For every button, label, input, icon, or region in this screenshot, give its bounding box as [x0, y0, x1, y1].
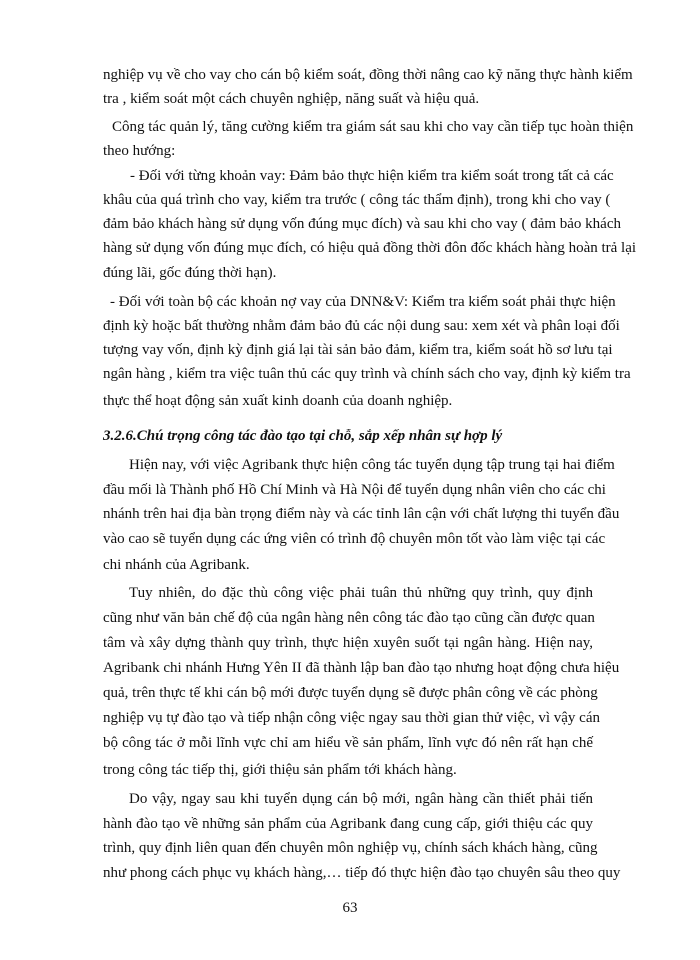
text-line: đảm bảo khách hàng sử dụng vốn đúng mục đích) và sau khi cho vay ( đảm bảo khách [103, 216, 621, 232]
text-line: khâu của quá trình cho vay, kiểm tra trước ( công tác thẩm định), trong khi cho vay ( [103, 192, 611, 208]
section-heading: 3.2.6.Chú trọng công tác đào tạo tại chỗ, sắp xếp nhân sự hợp lý [103, 428, 503, 444]
text-line: cũng như văn bản chế độ của ngân hàng nên công tác đào tạo cũng cần được quan [103, 610, 595, 626]
text-line: nhánh trên hai địa bàn trọng điểm này và các tỉnh lân cận với chất lượng thi tuyển đầu [103, 506, 620, 522]
text-line: thực thể hoạt động sản xuất kinh doanh của doanh nghiệp. [103, 393, 453, 409]
text-line: nghiệp vụ tự đào tạo và tiếp nhận công việc ngay sau thời gian thử việc, vì vậy cán [103, 710, 600, 726]
text-line: chi nhánh của Agribank. [103, 557, 250, 573]
text-line: trong công tác tiếp thị, giới thiệu sản phẩm tới khách hàng. [103, 762, 457, 778]
text-line: ngân hàng , kiểm tra việc tuân thủ các quy trình và chính sách cho vay, định kỳ kiểm tra [103, 366, 631, 382]
text-line: vào cao sẽ tuyển dụng các ứng viên có trình độ chuyên môn tốt vào làm việc tại các [103, 531, 606, 547]
text-line: Agribank chi nhánh Hưng Yên II đã thành lập ban đào tạo nhưng hoạt động chưa hiệu [103, 660, 620, 676]
text-line: đúng lãi, gốc đúng thời hạn). [103, 265, 277, 281]
text-line: tra , kiểm soát một cách chuyên nghiệp, năng suất và hiệu quả. [103, 91, 480, 107]
text-line: hành đào tạo về những sản phẩm của Agribank đang cung cấp, giới thiệu các quy [103, 816, 593, 832]
text-line: định kỳ hoặc bất thường nhằm đảm bảo đủ các nội dung sau: xem xét và phân loại đối [103, 318, 620, 334]
text-line: Hiện nay, với việc Agribank thực hiện công tác tuyển dụng tập trung tại hai điểm [129, 457, 615, 473]
text-line: đầu mối là Thành phố Hồ Chí Minh và Hà Nội để tuyển dụng nhân viên cho các chi [103, 482, 606, 498]
text-line: quả, trên thực tế khi cán bộ mới được tuyển dụng sẽ được phân công về các phòng [103, 685, 598, 701]
text-line: tượng vay vốn, định kỳ định giá lại tài sản bảo đảm, kiểm tra, kiểm soát hồ sơ lưu tại [103, 342, 613, 358]
text-line: Công tác quản lý, tăng cường kiểm tra giám sát sau khi cho vay cần tiếp tục hoàn thiện [112, 119, 634, 135]
text-line: tâm và xây dựng thành quy trình, thực hiện xuyên suốt tại ngân hàng. Hiện nay, [103, 635, 593, 651]
text-line: trình, quy định liên quan đến chuyên môn nghiệp vụ, chính sách khách hàng, cũng [103, 840, 598, 856]
page-number: 63 [342, 900, 358, 916]
text-line: hàng sử dụng vốn đúng mục đích, có hiệu quả đồng thời đôn đốc khách hàng hoàn trả lại [103, 240, 637, 256]
text-line: theo hướng: [103, 143, 176, 159]
text-line: bộ công tác ở mỗi lĩnh vực chỉ am hiểu về sản phẩm, lĩnh vực đó nên rất hạn chế [103, 735, 593, 751]
text-line: - Đối với từng khoản vay: Đảm bảo thực hiện kiểm tra kiểm soát trong tất cả các [130, 168, 614, 184]
text-line: Do vậy, ngay sau khi tuyển dụng cán bộ mới, ngân hàng cần thiết phải tiến [129, 791, 593, 807]
text-line: như phong cách phục vụ khách hàng,… tiếp đó thực hiện đào tạo chuyên sâu theo quy [103, 865, 621, 881]
text-line: Tuy nhiên, do đặc thù công việc phải tuân thủ những quy trình, quy định [129, 585, 593, 601]
text-line: - Đối với toàn bộ các khoản nợ vay của DNN&V: Kiểm tra kiểm soát phải thực hiện [110, 294, 616, 310]
text-line: nghiệp vụ về cho vay cho cán bộ kiểm soát, đồng thời nâng cao kỹ năng thực hành kiểm [103, 67, 633, 83]
